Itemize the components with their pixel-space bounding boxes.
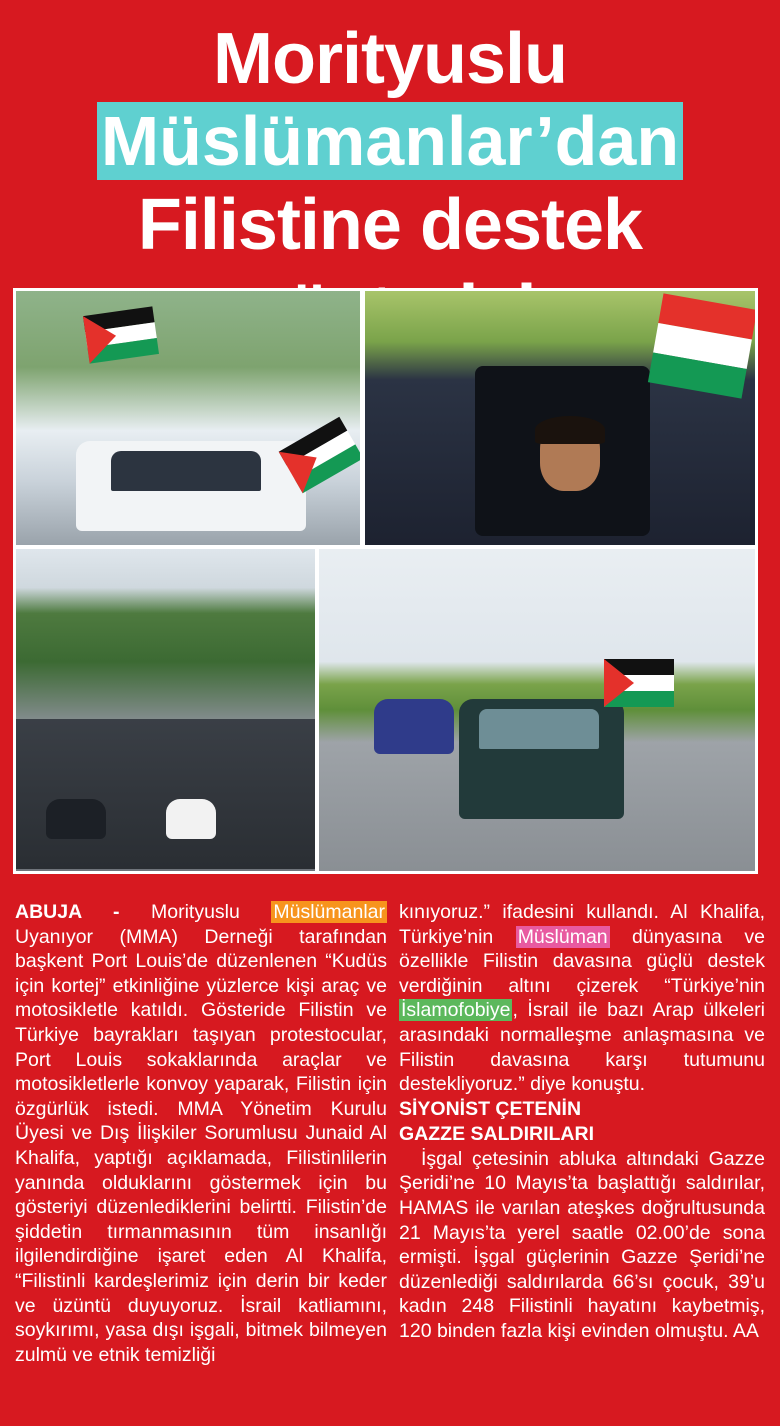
headline-line-3: Filistine destek [137,185,643,265]
subheading-line-2: GAZZE SALDIRILARI [399,1122,594,1145]
article-column-left [15,900,387,1367]
highlight-word: Müslüman [517,925,608,948]
photo-pickup-truck-convoy [319,549,755,871]
headline-line-2 [0,100,780,182]
subheading-line-1: SİYONİST ÇETENİN [399,1097,582,1120]
article-column-right [399,900,765,1344]
article-text: Morityuslu [151,901,272,923]
highlight-word: İslamofobiye [401,999,511,1022]
article-text: dünyasına ve özellikle Filistin davasına güçlü destek verdiğinin altını çizerek “Türkiye’nin [399,925,766,997]
article-text: Uyanıyor (MMA) Derneği tarafından başkent Port Louis’de düzenlenen “Kudüs için kortej” etkinliğine yüzlerce kişi araç ve motosikletle katıldı. Gösteride Filistin ve Türkiye bayrakları taşıyan protestocular, Port Louis sokaklarında araçlar ve motosikletlerle konvoy yaparak, Filistin için özgürlük istedi. MMA Yönetim Kurulu Üyesi ve Dış İlişkiler Sorumlusu Junaid Al Khalifa, yaptığı açıklamada, Filistinlilerin yanında olduklarını göstermek için bu gösteriyi düzenlediklerini belirtti. Filistin’de şiddetin tırmanmasının tüm insanlığı ilgilendirdiğine işaret eden Al Khalifa, “Filistinli kardeşlerimiz için derin bir keder ve üzüntü duyuyoruz. İsrail katliamını, soykırımı, yasa dışı işgali, bitmek bilmeyen zulmü ve etnik temizliği [15,925,387,1366]
article-paragraph-1 [15,900,387,1367]
photo-car-convoy-flags [16,291,360,545]
headline-highlight: Müslümanlar’dan [97,102,683,180]
highlight-word: Müslümanlar [273,901,386,923]
article-paragraph-3 [399,1147,765,1344]
dateline: ABUJA - [15,901,151,923]
article-text: , İsrail ile bazı Arap ülkeleri arasındaki normalleşme anlaşmasına ve Filistin davasına karşı tutumunu destekliyoruz.” diye konuştu. [399,999,765,1096]
article-text: İşgal çetesinin abluka altındaki Gazze Şeridi’ne 10 Mayıs’ta başlattığı saldırılar, HAMAS ile varılan ateşkes doğrultusunda 21 Mayıs’ta yerel saatle 02.00’de sona ermişti. İşgal güçlerinin Gazze Şeridi’ne düzenlediği saldırılarda 66’sı çocuk, 39’u kadın 248 Filistinli hayatını kaybetmiş, 120 binden fazla kişi evinden olmuştu. [399,1147,765,1342]
photo-boy-waving-from-car [365,291,755,545]
photo-highway-motorcycle-convoy [16,549,315,871]
credit: AA [732,1319,759,1342]
headline-line-1: Morityuslu [212,19,567,99]
article-text: kınıyoruz.” ifadesini kullandı. Al Khalifa, Türkiye’nin [399,901,765,948]
article-paragraph-2 [399,900,765,1097]
photo-collage [13,288,758,874]
